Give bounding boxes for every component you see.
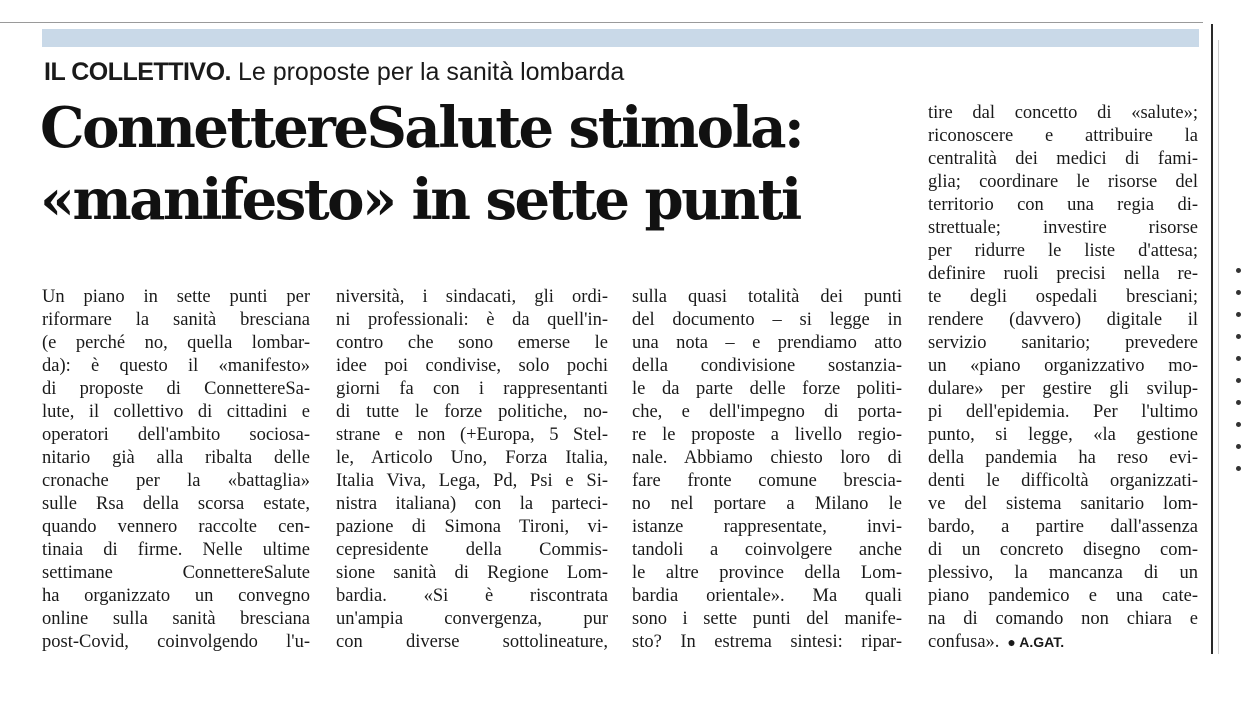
- text-line: territorio con una regia di-: [928, 195, 1198, 215]
- text-line: dulare» per gestire gli svilup-: [928, 379, 1198, 399]
- text-line: nale. Abbiamo chiesto loro di: [632, 448, 902, 468]
- text-line: del documento – si legge in: [632, 310, 902, 330]
- text-line: le da parte delle forze politi-: [632, 379, 902, 399]
- text-line: sono i sette punti del manife-: [632, 609, 902, 629]
- text-line: pi dell'epidemia. Per l'ultimo: [928, 402, 1198, 422]
- text-line: Un piano in sette punti per: [42, 287, 310, 307]
- text-line: Italia Viva, Lega, Pd, Psi e Si-: [336, 471, 608, 491]
- text-line: per ridurre le liste d'attesa;: [928, 241, 1198, 261]
- text-line: strane e non (+Europa, 5 Stel-: [336, 425, 608, 445]
- text-line: (e perché no, quella lombar-: [42, 333, 310, 353]
- text-line: lute, il collettivo di cittadini e: [42, 402, 310, 422]
- adjacent-bullets: [1236, 268, 1246, 488]
- bullet: [1236, 356, 1241, 361]
- bullet: [1236, 334, 1241, 339]
- text-line: riformare la sanità bresciana: [42, 310, 310, 330]
- text-line: bardo, a partire dall'assenza: [928, 517, 1198, 537]
- text-line: glia; coordinare le risorse del: [928, 172, 1198, 192]
- section-band: [42, 29, 1199, 47]
- text-line: sto? In estrema sintesi: ripar-: [632, 632, 902, 652]
- text-line: idee poi condivise, solo pochi: [336, 356, 608, 376]
- text-line: plessivo, la mancanza di un: [928, 563, 1198, 583]
- text-line: sulle Rsa della scorsa estate,: [42, 494, 310, 514]
- text-line: con diverse sottolineature,: [336, 632, 608, 652]
- text-line: te degli ospedali bresciani;: [928, 287, 1198, 307]
- text-line: contro che sono emerse le: [336, 333, 608, 353]
- bullet: [1236, 312, 1241, 317]
- text-line: online sulla sanità bresciana: [42, 609, 310, 629]
- text-line: riconoscere e attribuire la: [928, 126, 1198, 146]
- text-line: nitario già alla ribalta delle: [42, 448, 310, 468]
- kicker: [44, 57, 624, 87]
- last-text-line: [928, 631, 1198, 654]
- text-line: centralità dei medici di fami-: [928, 149, 1198, 169]
- text-line: di proposte di ConnettereSa-: [42, 379, 310, 399]
- top-rule: [0, 22, 1203, 23]
- text-line: cepresidente della Commis-: [336, 540, 608, 560]
- bullet: [1236, 422, 1241, 427]
- kicker-label: IL COLLETTIVO.: [44, 58, 231, 86]
- text-line: sione sanità di Regione Lom-: [336, 563, 608, 583]
- text-line: sulla quasi totalità dei punti: [632, 287, 902, 307]
- text-line: operatori dell'ambito sociosa-: [42, 425, 310, 445]
- text-line: di un concreto disegno com-: [928, 540, 1198, 560]
- text-line: della condivisione sostanzia-: [632, 356, 902, 376]
- text-line: rendere (davvero) digitale il: [928, 310, 1198, 330]
- text-line: della pandemia ha reso evi-: [928, 448, 1198, 468]
- text-line: definire ruoli precisi nella re-: [928, 264, 1198, 284]
- text-line: niversità, i sindacati, gli ordi-: [336, 287, 608, 307]
- text-line: fare fronte comune brescia-: [632, 471, 902, 491]
- text-line: tinaia di firme. Nelle ultime: [42, 540, 310, 560]
- text-line: post-Covid, coinvolgendo l'u-: [42, 632, 310, 652]
- text-line: una nota – e prendiamo atto: [632, 333, 902, 353]
- text-line: no nel portare a Milano le: [632, 494, 902, 514]
- text-line: punto, si legge, «la gestione: [928, 425, 1198, 445]
- article-column-4: [928, 102, 1198, 654]
- text-line: tire dal concetto di «salute»;: [928, 103, 1198, 123]
- bullet: [1236, 466, 1241, 471]
- text-line: di tutte le forze politiche, no-: [336, 402, 608, 422]
- text-line: giorni fa con i rappresentanti: [336, 379, 608, 399]
- text-line: strettuale; investire risorse: [928, 218, 1198, 238]
- text-line: settimane ConnettereSalute: [42, 563, 310, 583]
- text-line: cronache per la «battaglia»: [42, 471, 310, 491]
- text-line: ve del sistema sanitario lom-: [928, 494, 1198, 514]
- text-line: na di comando non chiara e: [928, 609, 1198, 629]
- text-line: ni professionali: è da quell'in-: [336, 310, 608, 330]
- bullet: [1236, 400, 1241, 405]
- closing-text: confusa».: [928, 632, 1000, 652]
- text-line: servizio sanitario; prevedere: [928, 333, 1198, 353]
- article-column-2: [336, 286, 608, 654]
- text-line: istanze rappresentate, invi-: [632, 517, 902, 537]
- text-line: nistra italiana) con la parteci-: [336, 494, 608, 514]
- text-line: tandoli a coinvolgere anche: [632, 540, 902, 560]
- right-column-rule: [1211, 24, 1213, 654]
- text-line: un «piano organizzativo mo-: [928, 356, 1198, 376]
- headline: [40, 92, 900, 236]
- bullet: [1236, 290, 1241, 295]
- text-line: denti le difficoltà organizzati-: [928, 471, 1198, 491]
- text-line: pazione di Simona Tironi, vi-: [336, 517, 608, 537]
- author-signature: ● A.GAT.: [1007, 634, 1065, 650]
- text-line: che, e dell'impegno di porta-: [632, 402, 902, 422]
- text-line: le altre province della Lom-: [632, 563, 902, 583]
- text-line: re le proposte a livello regio-: [632, 425, 902, 445]
- text-line: un'ampia convergenza, pur: [336, 609, 608, 629]
- bullet: [1236, 378, 1241, 383]
- bullet: [1236, 444, 1241, 449]
- kicker-text: Le proposte per la sanità lombarda: [237, 58, 625, 86]
- article-column-1: [42, 286, 310, 654]
- headline-line-2: «manifesto» in sette punti: [40, 167, 800, 233]
- bullet: [1236, 268, 1241, 273]
- text-line: bardia. «Si è riscontrata: [336, 586, 608, 606]
- text-line: da): è questo il «manifesto»: [42, 356, 310, 376]
- article-column-3: [632, 286, 902, 654]
- headline-line-1: ConnettereSalute stimola:: [40, 95, 803, 161]
- text-line: piano pandemico e una cate-: [928, 586, 1198, 606]
- text-line: ha organizzato un convegno: [42, 586, 310, 606]
- text-line: quando vennero raccolte cen-: [42, 517, 310, 537]
- text-line: bardia orientale». Ma quali: [632, 586, 902, 606]
- text-line: le, Articolo Uno, Forza Italia,: [336, 448, 608, 468]
